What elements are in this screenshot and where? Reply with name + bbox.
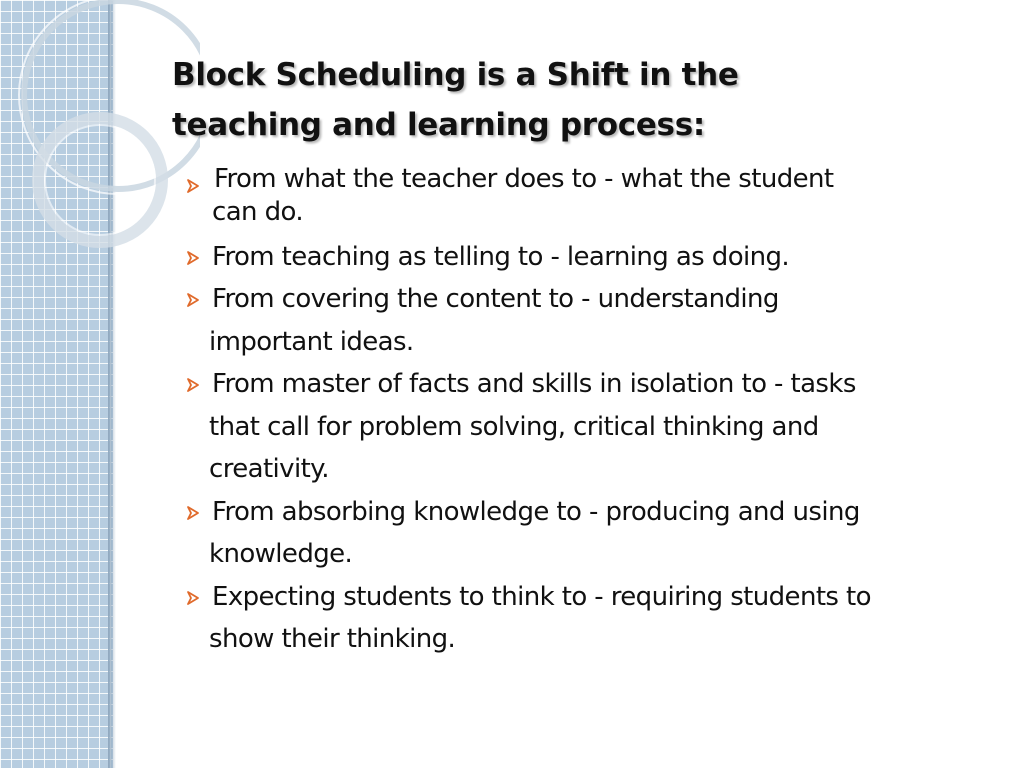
bullet-item bbox=[182, 164, 992, 230]
title-line-1: Block Scheduling is a Shift in the bbox=[172, 57, 739, 93]
bullet-text: important ideas. bbox=[209, 326, 414, 357]
bullet-text: From master of facts and skills in isolation to - tasks bbox=[212, 369, 856, 399]
title-line-2: teaching and learning process: bbox=[172, 107, 705, 143]
bullet-text: From absorbing knowledge to - producing and using bbox=[212, 496, 860, 527]
bullet-text: can do. bbox=[212, 197, 303, 227]
arrow-bullet-icon bbox=[185, 250, 201, 266]
bullet-item bbox=[182, 236, 992, 278]
bullet-item bbox=[182, 491, 992, 576]
decorative-rings bbox=[0, 0, 200, 270]
bullet-item bbox=[182, 278, 992, 363]
bullet-text: From teaching as telling to - learning as doing. bbox=[212, 242, 790, 272]
arrow-bullet-icon bbox=[185, 292, 201, 308]
arrow-bullet-icon bbox=[185, 590, 201, 606]
bullet-text: that call for problem solving, critical thinking and bbox=[209, 411, 819, 442]
slide-title bbox=[172, 50, 972, 150]
bullet-text: Expecting students to think to - requiring students to bbox=[212, 581, 871, 612]
bullet-text: creativity. bbox=[209, 454, 329, 484]
arrow-bullet-icon bbox=[185, 377, 201, 393]
arrow-bullet-icon bbox=[185, 505, 201, 521]
bullet-item bbox=[182, 576, 992, 661]
bullet-text: knowledge. bbox=[209, 539, 353, 569]
arrow-bullet-icon bbox=[185, 178, 201, 194]
bullet-text: From what the teacher does to - what the student bbox=[214, 164, 834, 194]
bullet-text: show their thinking. bbox=[209, 624, 456, 654]
bullet-text: From covering the content to - understanding bbox=[212, 284, 779, 314]
bullet-item bbox=[182, 363, 992, 491]
bullet-list bbox=[182, 164, 992, 661]
